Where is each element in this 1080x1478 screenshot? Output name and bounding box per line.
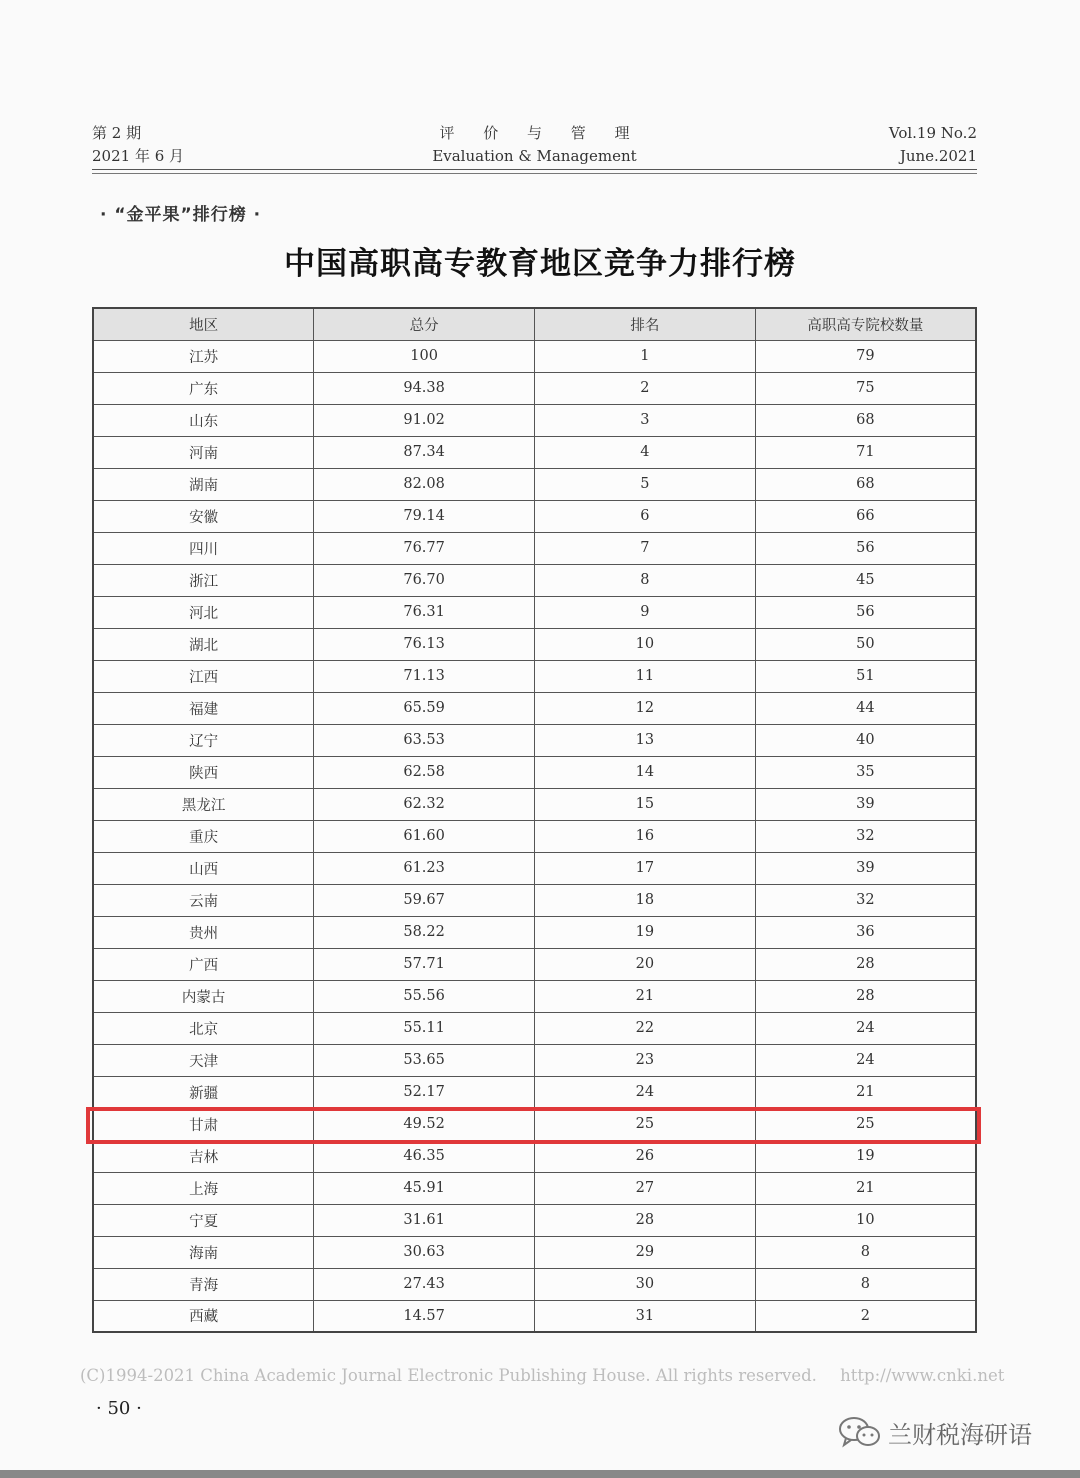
region-cell: 河南 [93,436,314,468]
score-cell: 61.23 [314,852,535,884]
rank-cell: 9 [535,596,756,628]
region-cell: 浙江 [93,564,314,596]
score-cell: 53.65 [314,1044,535,1076]
school-count-cell: 28 [755,948,976,980]
school-count-cell: 36 [755,916,976,948]
table-row [93,884,976,916]
region-cell: 湖北 [93,628,314,660]
table-row [93,948,976,980]
rank-cell: 1 [535,340,756,372]
table-body [93,340,976,1332]
school-count-cell: 8 [755,1268,976,1300]
table-row [93,628,976,660]
region-cell: 甘肃 [93,1108,314,1140]
table-row [93,660,976,692]
region-cell: 贵州 [93,916,314,948]
school-count-cell: 32 [755,820,976,852]
region-cell: 宁夏 [93,1204,314,1236]
header-rule [92,169,977,170]
rank-cell: 28 [535,1204,756,1236]
school-count-cell: 39 [755,788,976,820]
score-cell: 65.59 [314,692,535,724]
header-right [889,122,977,168]
region-cell: 湖南 [93,468,314,500]
rank-cell: 29 [535,1236,756,1268]
column-header-score: 总分 [314,308,535,340]
column-header-region: 地区 [93,308,314,340]
rank-cell: 18 [535,884,756,916]
table-row [93,916,976,948]
school-count-cell: 50 [755,628,976,660]
table-row [93,1268,976,1300]
table-row [93,1300,976,1332]
region-cell: 上海 [93,1172,314,1204]
rank-cell: 6 [535,500,756,532]
score-cell: 31.61 [314,1204,535,1236]
region-cell: 云南 [93,884,314,916]
region-cell: 陕西 [93,756,314,788]
region-cell: 黑龙江 [93,788,314,820]
region-cell: 内蒙古 [93,980,314,1012]
score-cell: 62.32 [314,788,535,820]
school-count-cell: 56 [755,532,976,564]
score-cell: 71.13 [314,660,535,692]
rank-cell: 30 [535,1268,756,1300]
table-row [93,564,976,596]
school-count-cell: 24 [755,1012,976,1044]
rank-cell: 7 [535,532,756,564]
rank-cell: 17 [535,852,756,884]
score-cell: 94.38 [314,372,535,404]
table-row [93,1172,976,1204]
rank-cell: 24 [535,1076,756,1108]
table-row [93,340,976,372]
rank-cell: 3 [535,404,756,436]
journal-name-en: Evaluation & Management [432,147,637,165]
copyright-text: (C)1994-2021 China Academic Journal Electronic Publishing House. All rights reserved. [80,1366,817,1385]
table-row [93,532,976,564]
score-cell: 76.70 [314,564,535,596]
rank-cell: 10 [535,628,756,660]
region-cell: 辽宁 [93,724,314,756]
header-center [92,122,977,168]
region-cell: 广东 [93,372,314,404]
table-row [93,852,976,884]
school-count-cell: 32 [755,884,976,916]
table-row [93,820,976,852]
school-count-cell: 21 [755,1172,976,1204]
volume-number: Vol.19 No.2 [888,124,977,142]
school-count-cell: 24 [755,1044,976,1076]
score-cell: 45.91 [314,1172,535,1204]
score-cell: 30.63 [314,1236,535,1268]
issue-date-en: June.2021 [899,147,977,165]
region-cell: 河北 [93,596,314,628]
region-cell: 北京 [93,1012,314,1044]
score-cell: 57.71 [314,948,535,980]
school-count-cell: 35 [755,756,976,788]
bottom-edge [0,1470,1080,1478]
school-count-cell: 75 [755,372,976,404]
school-count-cell: 2 [755,1300,976,1332]
table-row [93,692,976,724]
score-cell: 61.60 [314,820,535,852]
table-row [93,756,976,788]
table-row [93,1012,976,1044]
score-cell: 27.43 [314,1268,535,1300]
issue-date-cn: 2021 年 6 月 [92,147,185,165]
header-rule-thin [92,173,977,174]
rank-cell: 26 [535,1140,756,1172]
table-row [93,980,976,1012]
region-cell: 天津 [93,1044,314,1076]
copyright-url: http://www.cnki.net [840,1366,1005,1385]
table-row [93,404,976,436]
table-row [93,1076,976,1108]
rank-cell: 2 [535,372,756,404]
score-cell: 52.17 [314,1076,535,1108]
school-count-cell: 10 [755,1204,976,1236]
table-row [93,500,976,532]
watermark-text: 兰财税海研语 [888,1420,1032,1449]
rank-cell: 14 [535,756,756,788]
page-number: · 50 · [96,1398,142,1419]
region-cell: 新疆 [93,1076,314,1108]
region-cell: 青海 [93,1268,314,1300]
school-count-cell: 28 [755,980,976,1012]
score-cell: 58.22 [314,916,535,948]
school-count-cell: 8 [755,1236,976,1268]
region-cell: 福建 [93,692,314,724]
school-count-cell: 68 [755,468,976,500]
section-tag: · “金平果”排行榜 · [100,205,262,225]
score-cell: 49.52 [314,1108,535,1140]
score-cell: 55.56 [314,980,535,1012]
region-cell: 重庆 [93,820,314,852]
region-cell: 西藏 [93,1300,314,1332]
table-row [93,1140,976,1172]
school-count-cell: 44 [755,692,976,724]
rank-cell: 12 [535,692,756,724]
rank-cell: 11 [535,660,756,692]
rank-cell: 25 [535,1108,756,1140]
score-cell: 79.14 [314,500,535,532]
page-title: 中国高职高专教育地区竞争力排行榜 [284,246,796,282]
score-cell: 59.67 [314,884,535,916]
rank-cell: 31 [535,1300,756,1332]
rank-cell: 27 [535,1172,756,1204]
column-header-school-count: 高职高专院校数量 [755,308,976,340]
score-cell: 62.58 [314,756,535,788]
school-count-cell: 79 [755,340,976,372]
score-cell: 87.34 [314,436,535,468]
score-cell: 55.11 [314,1012,535,1044]
region-cell: 江苏 [93,340,314,372]
region-cell: 山东 [93,404,314,436]
score-cell: 63.53 [314,724,535,756]
score-cell: 76.77 [314,532,535,564]
score-cell: 14.57 [314,1300,535,1332]
school-count-cell: 39 [755,852,976,884]
score-cell: 82.08 [314,468,535,500]
rank-cell: 15 [535,788,756,820]
school-count-cell: 45 [755,564,976,596]
region-cell: 广西 [93,948,314,980]
rank-cell: 8 [535,564,756,596]
school-count-cell: 40 [755,724,976,756]
rank-cell: 4 [535,436,756,468]
school-count-cell: 71 [755,436,976,468]
table-header-row [93,308,976,340]
score-cell: 76.13 [314,628,535,660]
score-cell: 100 [314,340,535,372]
copyright-notice [80,1366,1004,1385]
region-cell: 山西 [93,852,314,884]
wechat-icon [838,1415,882,1449]
rank-cell: 19 [535,916,756,948]
region-cell: 四川 [93,532,314,564]
rank-cell: 13 [535,724,756,756]
table-row [93,372,976,404]
score-cell: 76.31 [314,596,535,628]
school-count-cell: 68 [755,404,976,436]
school-count-cell: 25 [755,1108,976,1140]
table-row [93,1044,976,1076]
table-row [93,468,976,500]
school-count-cell: 51 [755,660,976,692]
table-row [93,788,976,820]
region-cell: 海南 [93,1236,314,1268]
score-cell: 91.02 [314,404,535,436]
school-count-cell: 56 [755,596,976,628]
school-count-cell: 19 [755,1140,976,1172]
journal-name-cn: 评 价 与 管 理 [439,124,642,142]
issue-number: 第 2 期 [92,124,142,142]
region-cell: 江西 [93,660,314,692]
region-cell: 吉林 [93,1140,314,1172]
table-row [93,724,976,756]
score-cell: 46.35 [314,1140,535,1172]
watermark [838,1412,1032,1452]
column-header-rank: 排名 [535,308,756,340]
page-header [92,122,977,172]
rank-cell: 16 [535,820,756,852]
ranking-table [92,307,977,1333]
rank-cell: 20 [535,948,756,980]
rank-cell: 23 [535,1044,756,1076]
table-row [93,1108,976,1140]
rank-cell: 22 [535,1012,756,1044]
table-row [93,436,976,468]
table-row [93,596,976,628]
school-count-cell: 21 [755,1076,976,1108]
table-row [93,1204,976,1236]
table-row [93,1236,976,1268]
school-count-cell: 66 [755,500,976,532]
rank-cell: 21 [535,980,756,1012]
region-cell: 安徽 [93,500,314,532]
rank-cell: 5 [535,468,756,500]
